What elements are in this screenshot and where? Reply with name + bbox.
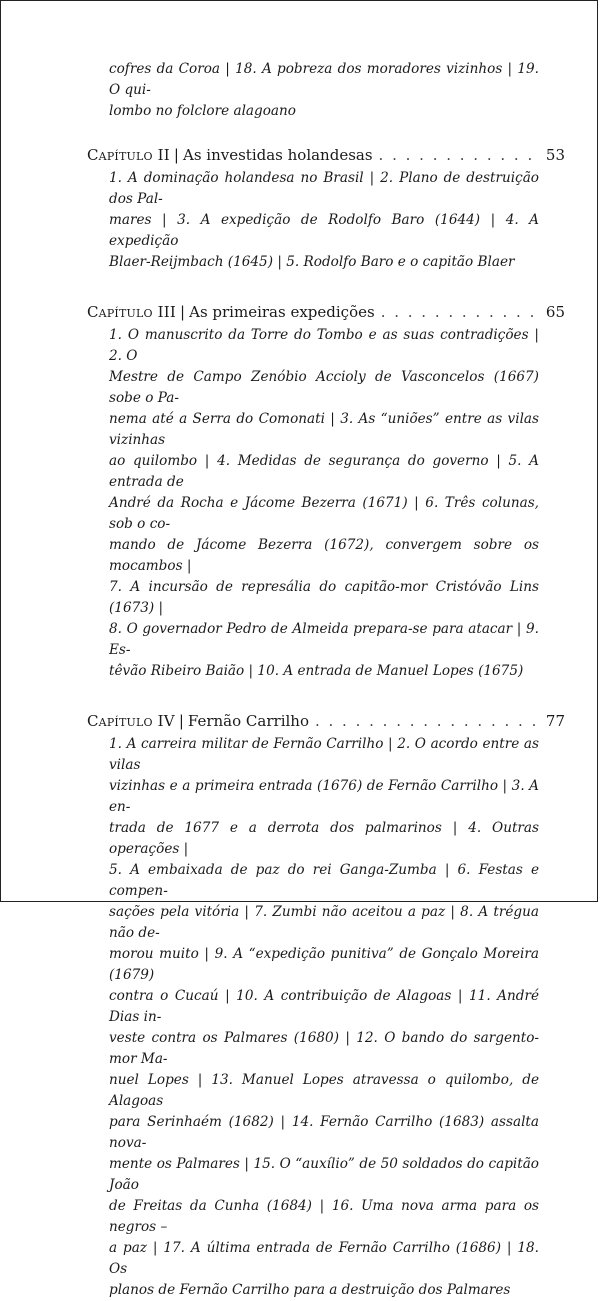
entry-line: sações pela vitória | 7. Zumbi não aceitou a paz | 8. A trégua não de- [109,904,539,941]
chapter-page-number: 65 [545,303,565,321]
entry-line: 8. O governador Pedro de Almeida prepara-se para atacar | 9. Es- [109,621,539,658]
entry-line: de Freitas da Cunha (1684) | 16. Uma nova arma para os negros – [109,1198,539,1235]
chapter-heading [87,301,565,323]
entry-line: ao quilombo | 4. Medidas de segurança do governo | 5. A entrada de [109,453,539,490]
chapter-label: Capítulo IV [87,712,175,730]
entry-line: têvão Ribeiro Baião | 10. A entrada de Manuel Lopes (1675) [109,663,524,679]
entry-line: 1. O manuscrito da Torre do Tombo e as suas contradições | 2. O [109,327,539,364]
chapter-entries [109,734,539,1301]
entry-line: contra o Cucaú | 10. A contribuição de Alagoas | 11. André Dias in- [109,988,539,1025]
chapter-label: Capítulo II [87,146,170,164]
entry-line: cofres da Coroa | 18. A pobreza dos moradores vizinhos | 19. O qui- [109,61,539,98]
entry-line: nuel Lopes | 13. Manuel Lopes atravessa o quilombo, de Alagoas [109,1072,539,1109]
chapter-label: Capítulo III [87,303,177,321]
table-of-contents [87,59,565,1301]
carryover-entries [109,59,539,122]
leader-dots [315,710,535,732]
chapter-separator: | [178,712,184,730]
chapter-heading [87,144,565,166]
entry-line: mares | 3. A expedição de Rodolfo Baro (1644) | 4. A expedição [109,212,539,249]
entry-line: 1. A dominação holandesa no Brasil | 2. Plano de destruição dos Pal- [109,170,539,207]
chapter-title: As primeiras expedições [189,303,375,321]
entry-line: para Serinhaém (1682) | 14. Fernão Carrilho (1683) assalta nova- [109,1114,539,1151]
entry-line: mando de Jácome Bezerra (1672), convergem sobre os mocambos | [109,537,539,574]
entry-line: 5. A embaixada de paz do rei Ganga-Zumba | 6. Festas e compen- [109,862,539,899]
chapter-heading [87,710,565,732]
chapter-separator: | [180,303,186,321]
entry-line: 1. A carreira militar de Fernão Carrilho | 2. O acordo entre as vilas [109,736,539,773]
chapter-title: As investidas holandesas [182,146,373,164]
chapter-title: Fernão Carrilho [187,712,309,730]
entry-line: Blaer-Reijmbach (1645) | 5. Rodolfo Baro e o capitão Blaer [109,254,515,270]
entry-line: 7. A incursão de represália do capitão-mor Cristóvão Lins (1673) | [109,579,539,616]
chapter-page-number: 77 [545,712,565,730]
chapter-block-4 [87,710,565,1301]
entry-line: a paz | 17. A última entrada de Fernão Carrilho (1686) | 18. Os [109,1240,539,1277]
chapter-block-2 [87,144,565,273]
entry-line: lombo no folclore alagoano [109,103,296,119]
leader-dots [381,301,535,323]
entry-line: nema até a Serra do Comonati | 3. As “uniões” entre as vilas vizinhas [109,411,539,448]
leader-dots [379,144,535,166]
entry-line: trada de 1677 e a derrota dos palmarinos | 4. Outras operações | [109,820,539,857]
entry-line: veste contra os Palmares (1680) | 12. O bando do sargento-mor Ma- [109,1030,539,1067]
entry-line: planos de Fernão Carrilho para a destruição dos Palmares [109,1282,511,1298]
entry-line: Mestre de Campo Zenóbio Accioly de Vasconcelos (1667) sobe o Pa- [109,369,539,406]
chapter-entries [109,325,539,682]
chapter-separator: | [173,146,179,164]
entry-line: morou muito | 9. A “expedição punitiva” de Gonçalo Moreira (1679) [109,946,539,983]
chapter-page-number: 53 [545,146,565,164]
chapter-entries [109,168,539,273]
entry-line: vizinhas e a primeira entrada (1676) de Fernão Carrilho | 3. A en- [109,778,539,815]
chapter-block-3 [87,301,565,682]
entry-line: mente os Palmares | 15. O “auxílio” de 50 soldados do capitão João [109,1156,539,1193]
entry-line: André da Rocha e Jácome Bezerra (1671) | 6. Três colunas, sob o co- [109,495,539,532]
